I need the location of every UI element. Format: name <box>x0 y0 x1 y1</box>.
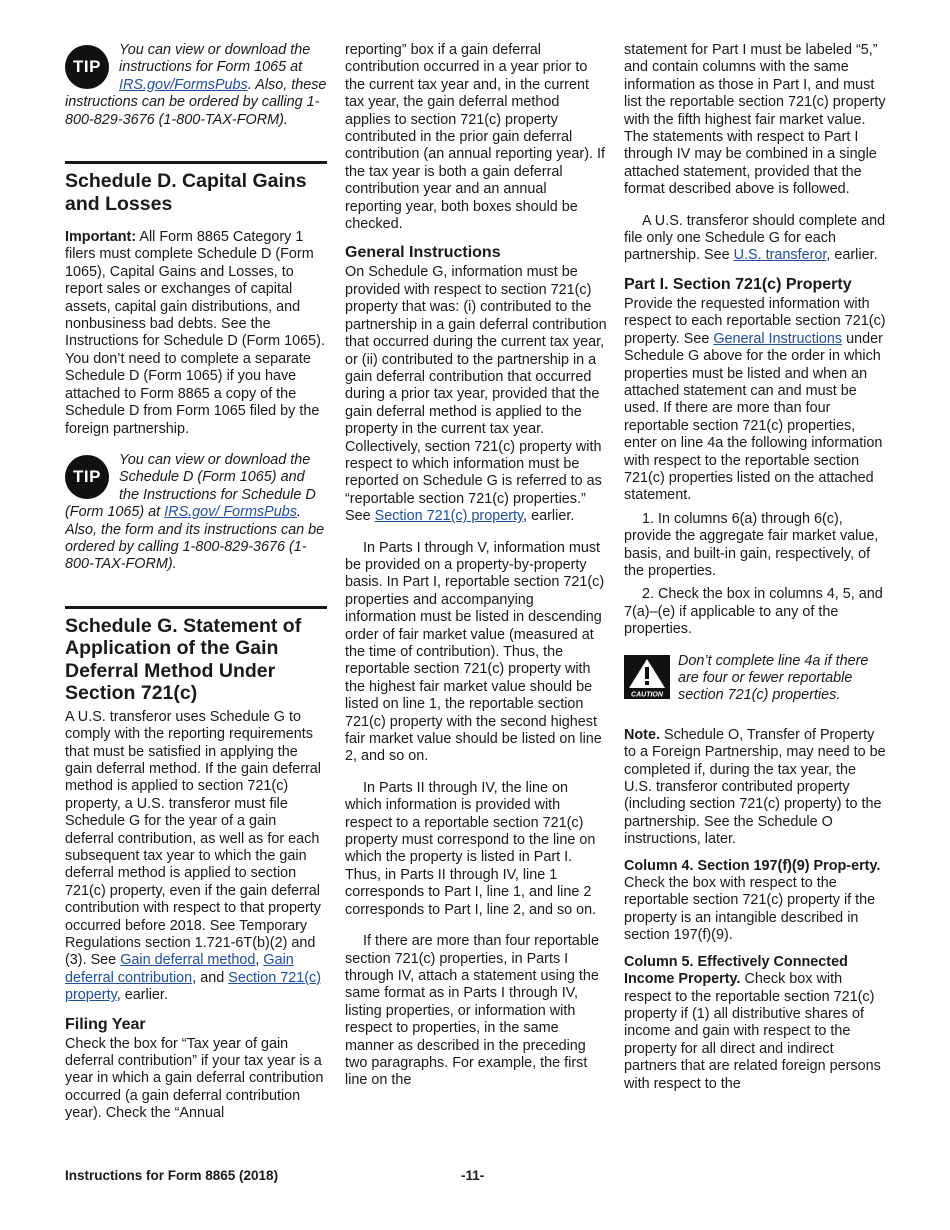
irs-formspubs-link[interactable]: IRS.gov/FormsPubs <box>119 76 248 93</box>
general-instructions-link[interactable]: General Instructions <box>713 330 843 347</box>
filing-year-paragraph: Check the box for “Tax year of gain deferral contribution” if your tax year is a year in which a gain deferral contribution occurred (a gain deferral contribution year). Check the “Annual <box>65 1035 324 1122</box>
separator: , and <box>192 969 229 986</box>
gain-deferral-method-link[interactable]: Gain deferral method <box>120 952 256 969</box>
attach-statement-paragraph: If there are more than four reportable section 721(c) properties, in Parts I through IV, attach a statement using the same format as in Parts I through IV, listing properties, or information with respect to properties, in the same manner as described in the preceding two paragraphs. For example, the first line on the <box>345 933 599 1089</box>
part-i-paragraph <box>624 296 886 505</box>
list-item: 2. Check the box in columns 4, 5, and 7(a)–(e) if applicable to any of the properties. <box>624 586 883 638</box>
paragraph-text: A U.S. transferor should complete and file only one Schedule G for each partnership. See <box>624 212 886 264</box>
column-4-paragraph <box>624 858 886 945</box>
column-4-text: Check the box with respect to the reportable section 721(c) property if the property is an intangible described in section 197(f)(9). <box>624 875 876 944</box>
section-rule <box>65 606 327 1005</box>
caution-icon <box>624 655 670 699</box>
irs-formspubs-link[interactable]: IRS.gov/ FormsPubs <box>164 504 297 521</box>
general-instructions-heading: General Instructions <box>345 244 501 262</box>
column-4-label: Column 4. Section 197(f)(9) Prop-erty. <box>624 857 881 874</box>
paragraph-text: A U.S. transferor uses Schedule G to comply with the reporting requirements that must be satisfied in applying the gain deferral method. If the gain deferral method is applied to section 721(c) property, a U.S. transferor must file Schedule G for the year of a gain deferral contribution, as well as for each subsequent tax year to which the gain deferral method is applied to section 721(c) property, even if the gain deferral contribution with respect to that property occurred before 2018. See Temporary Regulations section 1.721-6T(b)(2) and (3). See <box>65 708 321 969</box>
part-i-heading: Part I. Section 721(c) Property <box>624 275 852 293</box>
note-text: Schedule O, Transfer of Property to a Foreign Partnership, may need to be completed if, during the tax year, the U.S. transferor contributed property (including section 721(c) property) to the partnership. See the Schedule O instructions, later. <box>624 726 886 848</box>
tip-text: . Also, these instructions can be ordered by calling 1-800-829-3676 (1-800-TAX-FORM). <box>65 76 327 128</box>
tip-text: You can view or download the Schedule D (Form 1065) and the Instructions for Schedule D (Form 1065) at <box>65 451 316 521</box>
important-label: Important: <box>65 229 137 246</box>
column-5-paragraph <box>624 954 886 1093</box>
tip-icon: TIP <box>65 45 109 89</box>
page-number: -11- <box>461 1168 485 1183</box>
column-5-text: Check box with respect to the reportable section 721(c) property if (1) all distributive shares of income and gain with respect to the property for all direct and indirect partners that are related foreign persons with respect to the <box>624 971 881 1092</box>
continued-paragraph: statement for Part I must be labeled “5,” and contain columns with the same information as those in Part I, and must list the reportable section 721(c) property with the fifth highest fair market value. The statements with respect to Part I through IV may be combined in a single attached statement, provided that the format described above is followed. <box>624 42 886 198</box>
schedule-g-paragraph <box>65 709 327 1005</box>
tip-box <box>65 42 327 129</box>
paragraph-text: , earlier. <box>523 508 575 525</box>
section-721c-property-link[interactable]: Section 721(c) property <box>65 969 322 1004</box>
paragraph-text: Provide the requested information with respect to each reportable section 721(c) property. See <box>624 295 886 347</box>
caution-box <box>624 653 886 705</box>
note-paragraph <box>624 727 886 849</box>
parts-paragraph: In Parts I through V, information must be provided on a property-by-property basis. In Part I, reportable section 721(c) properties and accompanying information must be listed in descending order of fair market value (measured at the time of contribution). Thus, the reportable section 721(c) property with the highest fair market value should be listed on line 1, the reportable section 721(c) property with the second highest fair market value should be listed on line 2, and so on. <box>345 539 605 765</box>
paragraph-text: , earlier. <box>116 987 168 1004</box>
paragraph-text: , earlier. <box>826 247 878 264</box>
schedule-g-heading: Schedule G. Statement of Application of the Gain Deferral Method Under Section 721(c) <box>65 614 302 705</box>
caution-text: Don’t complete line 4a if there are four or fewer reportable section 721(c) properties. <box>678 652 869 704</box>
column-2 <box>345 42 607 1090</box>
us-transferor-link[interactable]: U.S. transferor <box>733 247 827 264</box>
important-text: All Form 8865 Category 1 filers must complete Schedule D (Form 1065), Capital Gains and Losses, to report sales or exchanges of capital assets, capital gain distributions, and nonbusiness bad debts. See the Instructions for Schedule D (Form 1065). You don’t need to complete a separate Schedule D (Form 1065) if you have attached to Form 8865 a copy of the Schedule D from Form 1065 filed by the foreign partnership. <box>65 229 325 437</box>
general-paragraph <box>345 264 607 525</box>
paragraph-text: On Schedule G, information must be provided with respect to section 721(c) property that was: (i) contributed to the partnership in a gain deferral contribution that occurred during the current tax year, or (ii) contributed to the partnership in a gain deferral contribution that occurred during a prior tax year, provided that the gain deferral method is applied to the property in the current tax year. Collectively, section 721(c) property with respect to which information must be reported on Schedule G is referred to as “reportable section 721(c) properties.” See <box>345 264 607 525</box>
note-label: Note. <box>624 726 660 743</box>
schedule-d-heading: Schedule D. Capital Gains and Losses <box>65 170 307 215</box>
parts-ii-iv-paragraph: In Parts II through IV, the line on which information is provided with respect to a reportable section 721(c) property must correspond to the line on which the property is listed in Part I. Thus, in Parts II through IV, line 1 corresponds to Part I, line 1, and line 2 corresponds to Part I, line 2, and so on. <box>345 779 597 918</box>
gain-deferral-contribution-link[interactable]: Gain deferral contribution <box>65 952 294 986</box>
paragraph-text: under Schedule G above for the order in which properties must be listed and when an attached statement can and must be used. If there are more than four reportable section 721(c) properties, enter on line 4a the following information with respect to the reportable section 721(c) properties listed on the attached statement. <box>624 330 883 504</box>
tip-icon: TIP <box>65 455 109 499</box>
footer-form-title: Instructions for Form 8865 (2018) <box>65 1168 279 1183</box>
column-3 <box>624 42 886 1093</box>
tip-text: . Also, the form and its instructions can be ordered by calling 1-800-829-3676 (1-800-TAX-FORM). <box>65 504 325 573</box>
filing-year-heading: Filing Year <box>65 1015 146 1033</box>
important-paragraph <box>65 229 327 438</box>
section-rule <box>65 161 327 438</box>
tip-text: You can view or download the instructions for Form 1065 at <box>119 42 311 76</box>
column-1 <box>65 42 327 1123</box>
caution-label: CAUTION <box>631 691 663 699</box>
column-5-label: Column 5. Effectively Connected Income Property. <box>624 953 848 988</box>
separator: , <box>255 952 264 969</box>
continued-paragraph: reporting” box if a gain deferral contribution occurred in a year prior to the current tax year and, in the current tax year, the gain deferral method applies to section 721(c) property contributed in the prior gain deferral contribution (an annual reporting year). If the tax year is both a gain deferral contribution year and an annual reporting year, both boxes should be checked. <box>345 42 605 233</box>
transferor-paragraph <box>624 213 886 265</box>
tip-box <box>65 452 327 574</box>
section-721c-property-link[interactable]: Section 721(c) property <box>374 508 524 525</box>
list-item: 1. In columns 6(a) through 6(c), provide the aggregate fair market value, basis, and built-in gain, respectively, of the properties. <box>624 510 879 579</box>
